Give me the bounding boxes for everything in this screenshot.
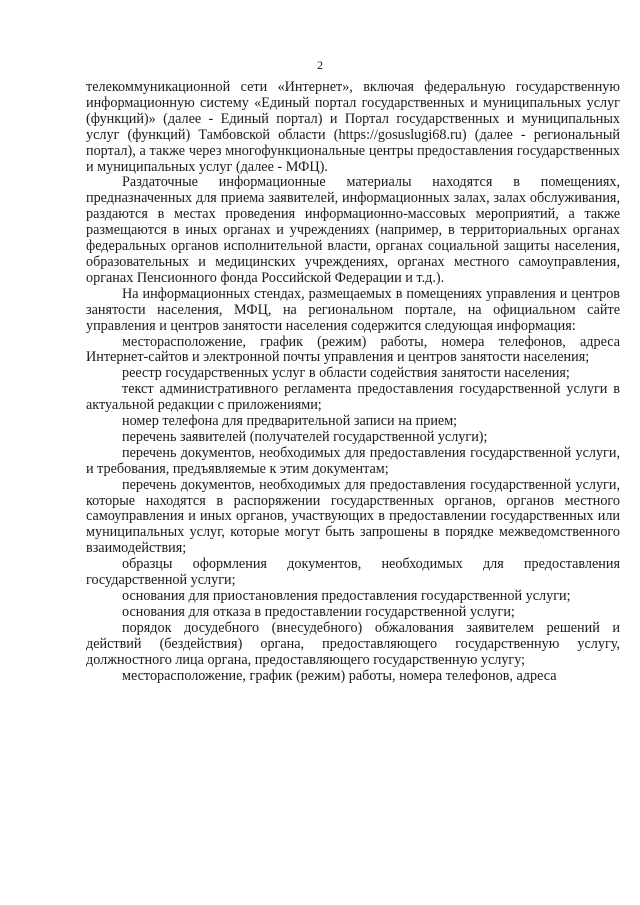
list-item-appointment-phone: номер телефона для предварительной записи на прием; xyxy=(122,413,458,430)
list-item-services-registry: реестр государственных услуг в области содействия занятости населения; xyxy=(122,365,570,382)
list-item-regulation-text: текст административного регламента предоставления государственной услуги в актуальной редакции с приложениями; xyxy=(86,381,620,414)
page-number: 2 xyxy=(317,58,323,72)
paragraph-info-stands: На информационных стендах, размещаемых в помещениях управления и центров занятости населения, МФЦ, на региональном портале, на официальном сайте управления и центров занятости населения содержится следующая информация: xyxy=(86,285,620,334)
list-item-suspension-grounds: основания для приостановления предоставления государственной услуги; xyxy=(122,588,571,604)
list-item-location-schedule-continued: месторасположение, график (режим) работы, номера телефонов, адреса xyxy=(122,667,557,684)
list-item-applicants: перечень заявителей (получателей государственной услуги); xyxy=(122,428,488,445)
paragraph-continuation: телекоммуникационной сети «Интернет», включая федеральную государственную информационную систему «Единый портал государственных и муниципальных услуг (функций)» (далее - Единый портал) и Портал государственных и муниципальных услуг (функций) Тамбовской области (https://gosuslugi68.ru) (далее - региональный портал), а также через многофункциональные центры предоставления государственных и муниципальных услуг (далее - МФЦ). xyxy=(86,79,620,175)
list-item-appeal-procedure: порядок досудебного (внесудебного) обжалования заявителем решений и действий (бездействия) органа, предоставляющего государственную услугу, должностного лица органа, предоставляющего государственную услугу; xyxy=(86,619,620,668)
list-item-refusal-grounds: основания для отказа в предоставлении государственной услуги; xyxy=(122,603,515,620)
document-body xyxy=(86,80,620,684)
list-item-interagency-documents: перечень документов, необходимых для предоставления государственной услуги, которые находятся в распоряжении государственных органов, органов местного самоуправления и иных органов, участвующих в предоставлении государственных или муниципальных услуг, которые могут быть запрошены в порядке межведомственного взаимодействия; xyxy=(86,476,620,557)
list-item-document-samples: образцы оформления документов, необходимых для предоставления государственной услуги; xyxy=(86,556,620,589)
paragraph-handout-materials: Раздаточные информационные материалы находятся в помещениях, предназначенных для приема заявителей, информационных залах, залах обслуживания, раздаются в местах проведения информационно-массовых мероприятий, а также размещаются в иных органах и учреждениях (например, в территориальных органах федеральных органов исполнительной власти, органах социальной защиты населения, образовательных и медицинских учреждениях, органах местного самоуправления, органах Пенсионного фонда Российской Федерации и т.д.). xyxy=(86,174,620,286)
list-item-required-documents: перечень документов, необходимых для предоставления государственной услуги, и требования, предъявляемые к этим документам; xyxy=(86,444,620,477)
list-item-location-schedule: месторасположение, график (режим) работы, номера телефонов, адреса Интернет-сайтов и электронной почты управления и центров занятости населения; xyxy=(86,333,620,366)
